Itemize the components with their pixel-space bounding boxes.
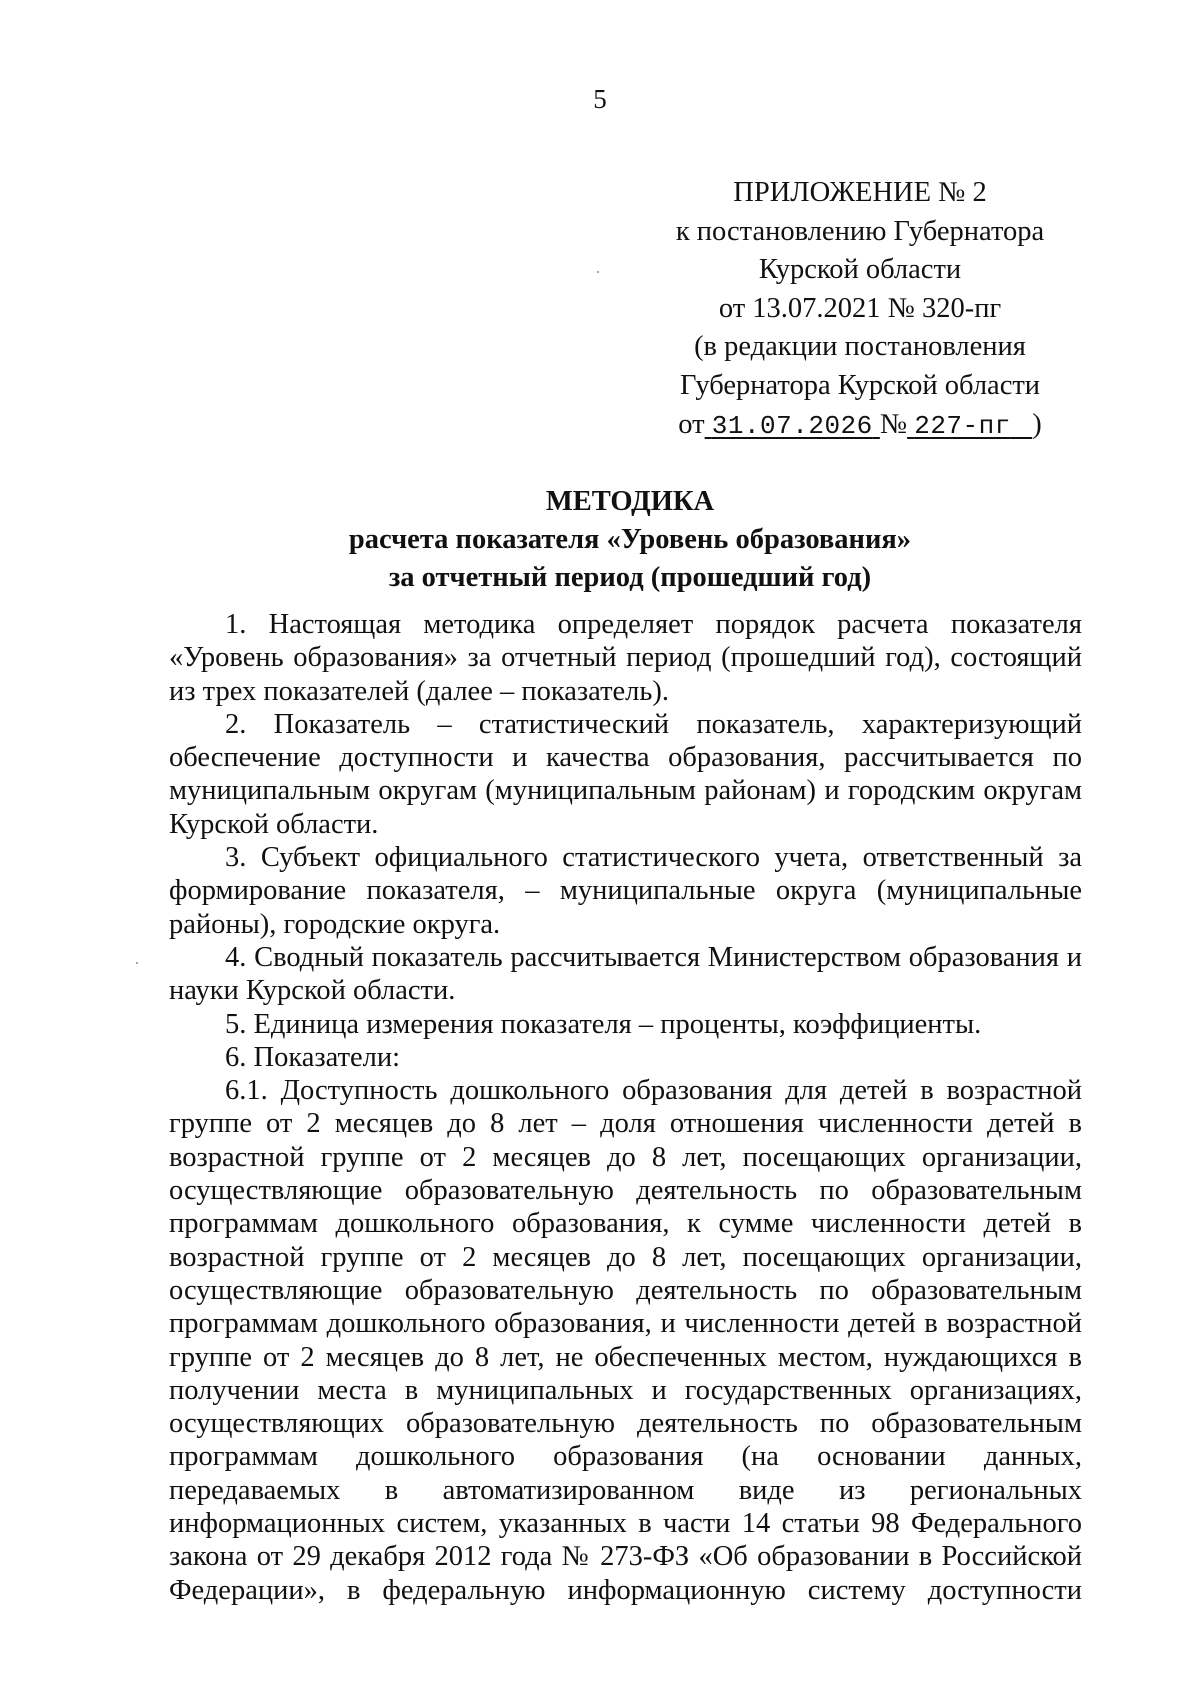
revision-date: 31.07.2026	[711, 410, 873, 441]
paragraph: 1. Настоящая методика определяет порядок расчета показателя «Уровень образования» за отчетный период (прошедший год), состоящий из трех показателей (далее – показатель).	[169, 609, 1082, 707]
document-body	[169, 608, 1082, 1607]
paragraph: 5. Единица измерения показателя – проценты, коэффициенты.	[225, 1008, 982, 1040]
revision-prefix: от	[678, 408, 705, 440]
revision-number: 227-пг	[914, 410, 1011, 441]
title-subtitle: за отчетный период (прошедший год)	[388, 562, 872, 593]
paragraph: 3. Субъект официального статистического учета, ответственный за формирование показателя, – муниципальные округа (муниципальные районы), городские округа.	[169, 842, 1082, 940]
paragraph: 6.1. Доступность дошкольного образования для детей в возрастной группе от 2 месяцев до 8 лет – доля отношения численности детей в возрастной группе от 2 месяцев до 8 лет, посещающих организации, осуществляющие образовательную деятельность по образовательным программам дошкольного образования, к сумме численности детей в возрастной группе от 2 месяцев до 8 лет, посещающих организации, осуществляющие образовательную деятельность по образовательным программам дошкольного образования, и численности детей в возрастной группе от 2 месяцев до 8 лет, не обеспеченных местом, нуждающихся в получении места в муниципальных и государственных организациях, осуществляющих образовательную деятельность по образовательным программам дошкольного образования (на основании данных, передаваемых в автоматизированном виде из региональных информационных систем, указанных в части 14 статьи 98 Федерального закона от 29 декабря 2012 года № 273-ФЗ «Об образовании в Российской Федерации», в федеральную информационную систему доступности	[169, 1075, 1082, 1606]
appendix-line: Курской области	[758, 254, 962, 286]
document-title	[0, 483, 1200, 597]
page-number: 5	[593, 84, 607, 114]
appendix-header	[660, 174, 1060, 445]
appendix-line: Губернатора Курской области	[679, 369, 1041, 401]
revision-number-sign: №	[879, 408, 908, 440]
scan-speck	[136, 962, 138, 964]
appendix-line: от 13.07.2021 № 320-пг	[718, 292, 1002, 324]
paragraph: 4. Сводный показатель рассчитывается Министерством образования и науки Курской области.	[169, 941, 1082, 1007]
appendix-revision-line	[660, 406, 1060, 446]
revision-close: )	[1032, 408, 1042, 440]
appendix-line: (в редакции постановления	[694, 331, 1026, 363]
scan-speck	[597, 271, 599, 273]
appendix-line: к постановлению Губернатора	[675, 215, 1045, 247]
paragraph: 2. Показатель – статистический показатель, характеризующий обеспечение доступности и качества образования, рассчитывается по муниципальным округам (муниципальным районам) и городским округам Курской области.	[169, 708, 1082, 840]
appendix-title: ПРИЛОЖЕНИЕ № 2	[733, 177, 987, 208]
title-heading: МЕТОДИКА	[545, 486, 715, 517]
paragraph: 6. Показатели:	[225, 1041, 401, 1073]
title-subtitle: расчета показателя «Уровень образования»	[348, 524, 912, 555]
